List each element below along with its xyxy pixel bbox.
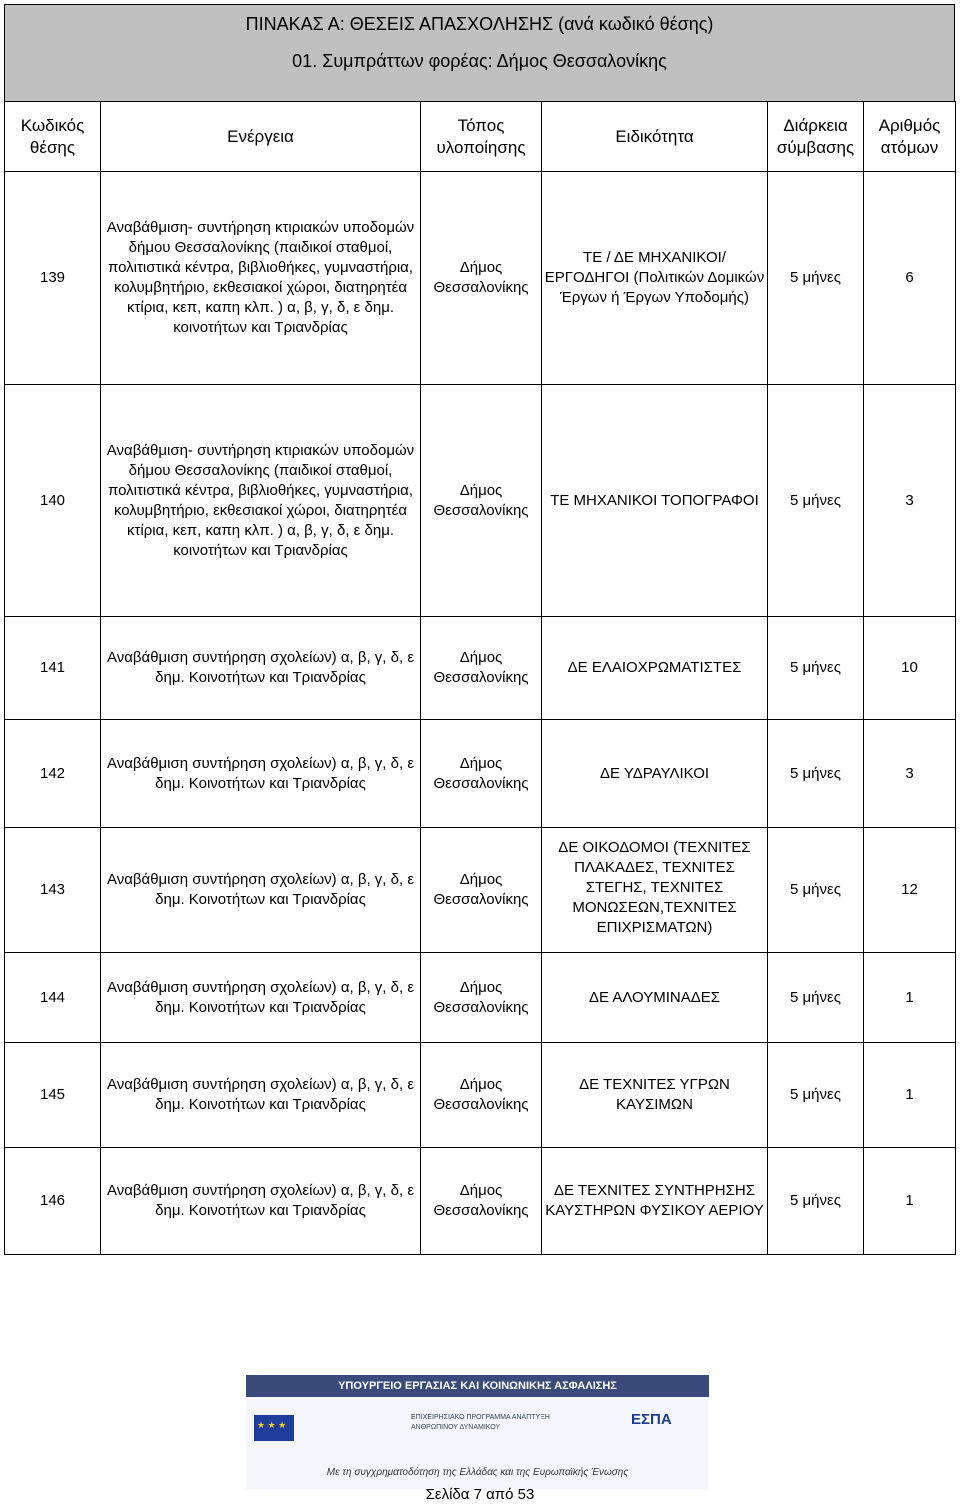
cell-specialty: ΔΕ ΤΕΧΝΙΤΕΣ ΥΓΡΩΝ ΚΑΥΣΙΜΩΝ [542,1043,768,1148]
table-row [5,1043,956,1148]
cell-count: 10 [864,617,956,720]
cell-place: Δήμος Θεσσαλονίκης [421,953,542,1043]
cell-count: 1 [864,953,956,1043]
ministry-label: ΥΠΟΥΡΓΕΙΟ ΕΡΓΑΣΙΑΣ ΚΑΙ ΚΟΙΝΩΝΙΚΗΣ ΑΣΦΑΛΙΣΗΣ [246,1375,709,1397]
cell-count: 6 [864,172,956,385]
cell-code: 145 [5,1043,101,1148]
cell-count: 1 [864,1148,956,1255]
table-row [5,720,956,828]
cell-count: 3 [864,720,956,828]
cell-code: 144 [5,953,101,1043]
cell-place: Δήμος Θεσσαλονίκης [421,1043,542,1148]
cell-action: Αναβάθμιση συντήρηση σχολείων) α, β, γ, δ, ε δημ. Κοινοτήτων και Τριανδρίας [101,1043,421,1148]
cell-specialty: ΔΕ ΑΛΟΥΜΙΝΑΔΕΣ [542,953,768,1043]
cell-specialty [542,828,768,953]
cell-specialty: ΔΕ ΤΕΧΝΙΤΕΣ ΣΥΝΤΗΡΗΣΗΣ ΚΑΥΣΤΗΡΩΝ ΦΥΣΙΚΟΥ ΑΕΡΙΟΥ [542,1148,768,1255]
cell-specialty: ΤΕ ΜΗΧΑΝΙΚΟΙ ΤΟΠΟΓΡΑΦΟΙ [542,385,768,617]
cell-action: Αναβάθμιση- συντήρηση κτιριακών υποδομών δήμου Θεσσαλονίκης (παιδικοί σταθμοί, πολιτιστικά κέντρα, βιβλιοθήκες, γυμναστήρια, κολυμβητήριο, εκθεσιακοί χώροι, διατηρητέα κτίρια, κεπ, καπη κλπ. ) α, β, γ, δ, ε δημ. κοινοτήτων και Τριανδρίας [101,385,421,617]
header-count: Αριθμός ατόμων [864,102,956,172]
cell-place: Δήμος Θεσσαλονίκης [421,828,542,953]
cell-action: Αναβάθμιση- συντήρηση κτιριακών υποδομών δήμου Θεσσαλονίκης (παιδικοί σταθμοί, πολιτιστικά κέντρα, βιβλιοθήκες, γυμναστήρια, κολυμβητήριο, εκθεσιακοί χώροι, διατηρητέα κτίρια, κεπ, καπη κλπ. ) α, β, γ, δ, ε δημ. κοινοτήτων και Τριανδρίας [101,172,421,385]
header-action: Ενέργεια [101,102,421,172]
cell-specialty: ΔΕ ΥΔΡΑΥΛΙΚΟΙ [542,720,768,828]
cell-duration: 5 μήνες [768,617,864,720]
page-number: Σελίδα 7 από 53 [425,1486,535,1503]
cell-code: 141 [5,617,101,720]
table-row [5,1148,956,1255]
cell-place: Δήμος Θεσσαλονίκης [421,172,542,385]
cell-duration: 5 μήνες [768,828,864,953]
cell-code: 140 [5,385,101,617]
cell-duration: 5 μήνες [768,1148,864,1255]
table-row [5,385,956,617]
table-row [5,828,956,953]
cell-place: Δήμος Θεσσαλονίκης [421,617,542,720]
program-logo: ΕΠΙΧΕΙΡΗΣΙΑΚΟ ΠΡΟΓΡΑΜΜΑ ΑΝΑΠΤΥΞΗ ΑΝΘΡΩΠΙΝΟΥ ΔΥΝΑΜΙΚΟΥ [411,1414,550,1431]
cell-count: 3 [864,385,956,617]
cell-count: 12 [864,828,956,953]
cell-action: Αναβάθμιση συντήρηση σχολείων) α, β, γ, δ, ε δημ. Κοινοτήτων και Τριανδρίας [101,720,421,828]
cell-code: 139 [5,172,101,385]
header-code: Κωδικός θέσης [5,102,101,172]
eu-flag-icon [254,1415,294,1441]
cell-specialty: ΤΕ / ΔΕ ΜΗΧΑΝΙΚΟΙ/ΕΡΓΟΔΗΓΟΙ (Πολιτικών Δομικών Έργων ή Έργων Υποδομής) [542,172,768,385]
cell-specialty: ΔΕ ΕΛΑΙΟΧΡΩΜΑΤΙΣΤΕΣ [542,617,768,720]
cell-place: Δήμος Θεσσαλονίκης [421,1148,542,1255]
cell-action: Αναβάθμιση συντήρηση σχολείων) α, β, γ, δ, ε δημ. Κοινοτήτων και Τριανδρίας [101,1148,421,1255]
cofinance-text: Με τη συγχρηματοδότηση της Ελλάδας και της Ευρωπαϊκής Ένωσης [326,1467,629,1478]
cell-action: Αναβάθμιση συντήρηση σχολείων) α, β, γ, δ, ε δημ. Κοινοτήτων και Τριανδρίας [101,953,421,1043]
table-subtitle: 01. Συμπράττων φορέας: Δήμος Θεσσαλονίκης [292,51,667,71]
table-title: ΠΙΝΑΚΑΣ Α: ΘΕΣΕΙΣ ΑΠΑΣΧΟΛΗΣΗΣ (ανά κωδικό θέσης) [245,14,714,34]
cell-specialty-text: ΔΕ ΟΙΚΟΔΟΜΟΙ (ΤΕΧΝΙΤΕΣ ΠΛΑΚΑΔΕΣ, ΤΕΧΝΙΤΕΣ ΣΤΕΓΗΣ, ΤΕΧΝΙΤΕΣ ΜΟΝΩΣΕΩΝ,ΤΕΧΝΙΤΕΣ ΕΠΙΧΡΙΣΜΑΤΩΝ) [558,839,751,936]
header-duration: Διάρκεια σύμβασης [768,102,864,172]
cofinancing-banner [246,1375,709,1489]
cell-duration: 5 μήνες [768,720,864,828]
cell-duration: 5 μήνες [768,385,864,617]
cell-action: Αναβάθμιση συντήρηση σχολείων) α, β, γ, δ, ε δημ. Κοινοτήτων και Τριανδρίας [101,617,421,720]
table-row [5,953,956,1043]
cell-count: 1 [864,1043,956,1148]
cell-code: 146 [5,1148,101,1255]
cell-place: Δήμος Θεσσαλονίκης [421,385,542,617]
cell-place: Δήμος Θεσσαλονίκης [421,720,542,828]
cell-duration: 5 μήνες [768,172,864,385]
title-block [4,4,955,102]
cell-code: 143 [5,828,101,953]
header-row [5,102,956,172]
header-specialty: Ειδικότητα [542,102,768,172]
table-row [5,617,956,720]
cell-duration: 5 μήνες [768,1043,864,1148]
espa-logo: ΕΣΠΑ [631,1411,672,1428]
header-place: Τόπος υλοποίησης [421,102,542,172]
cell-code: 142 [5,720,101,828]
positions-table [4,101,956,1255]
cell-action: Αναβάθμιση συντήρηση σχολείων) α, β, γ, δ, ε δημ. Κοινοτήτων και Τριανδρίας [101,828,421,953]
cell-duration: 5 μήνες [768,953,864,1043]
table-row [5,172,956,385]
